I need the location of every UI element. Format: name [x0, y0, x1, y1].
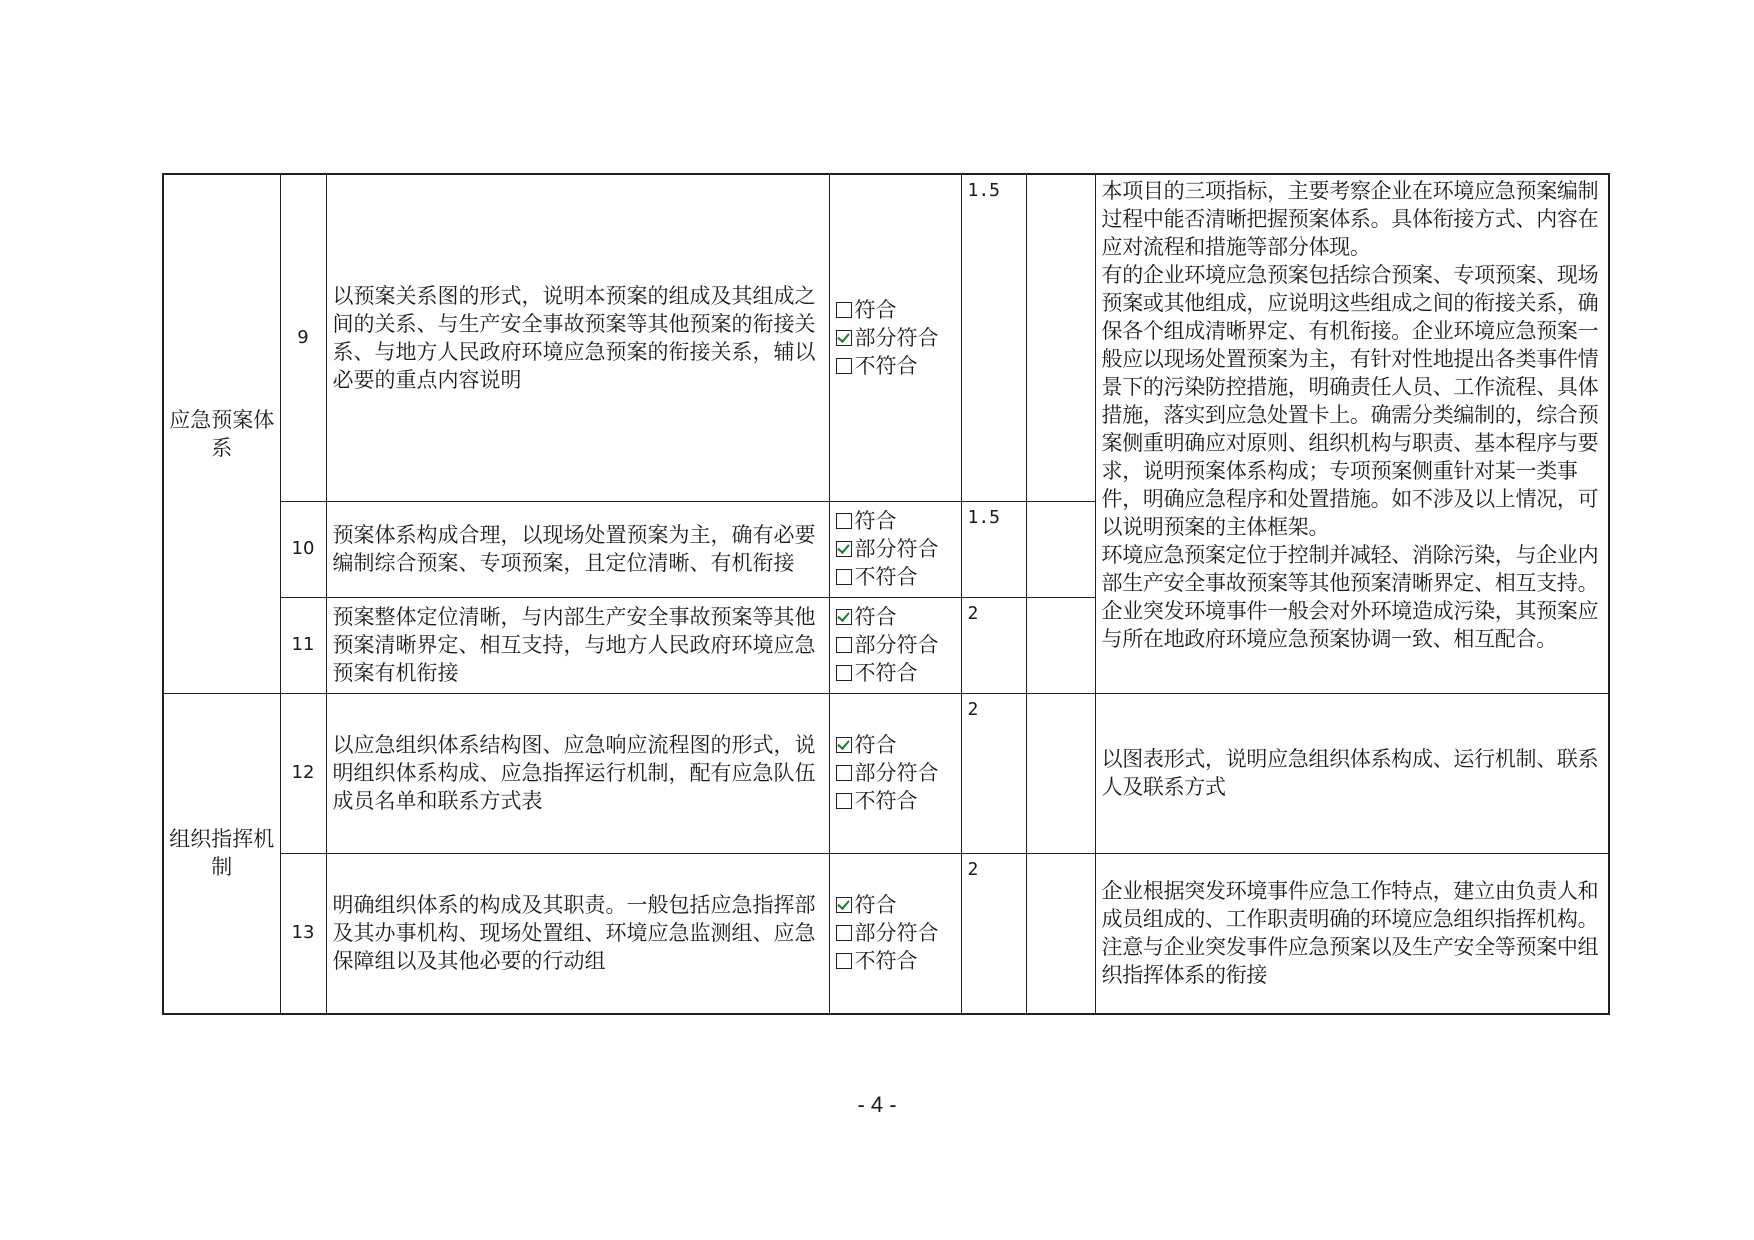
option-comply[interactable]: 符合	[836, 731, 961, 759]
score-value: 2	[961, 693, 1026, 853]
checkbox-icon[interactable]	[836, 793, 852, 809]
item-number: 9	[280, 174, 326, 501]
note-paragraph: 本项目的三项指标，主要考察企业在环境应急预案编制过程中能否清晰把握预案体系。具体衔接方式、内容在应对流程和措施等部分体现。	[1101, 179, 1599, 259]
requirement-text: 预案整体定位清晰，与内部生产安全事故预案等其他预案清晰界定、相互支持，与地方人民政府环境应急预案有机衔接	[326, 597, 829, 693]
note-plan-system	[1095, 174, 1609, 693]
checkbox-checked-icon[interactable]	[836, 541, 852, 557]
blank-cell	[1026, 853, 1095, 1014]
page-number: - 4 -	[857, 1092, 897, 1117]
score-value: 2	[961, 853, 1026, 1014]
score-value: 1.5	[961, 174, 1026, 501]
note-paragraph: 环境应急预案定位于控制并减轻、消除污染，与企业内部生产安全事故预案等其他预案清晰界定、相互支持。	[1101, 543, 1599, 595]
option-partial[interactable]: 部分符合	[836, 631, 961, 659]
checkbox-icon[interactable]	[836, 953, 852, 969]
requirement-text: 明确组织体系的构成及其职责。一般包括应急指挥部及其办事机构、现场处置组、环境应急监测组、应急保障组以及其他必要的行动组	[326, 853, 829, 1014]
table-row	[163, 693, 1609, 853]
item-number: 10	[280, 501, 326, 597]
evaluation-table	[162, 173, 1610, 1015]
requirement-text: 以预案关系图的形式，说明本预案的组成及其组成之间的关系、与生产安全事故预案等其他预案的衔接关系、与地方人民政府环境应急预案的衔接关系，辅以必要的重点内容说明	[326, 174, 829, 501]
checkbox-icon[interactable]	[836, 765, 852, 781]
compliance-options	[829, 174, 961, 501]
requirement-text: 预案体系构成合理，以现场处置预案为主，确有必要编制综合预案、专项预案，且定位清晰、有机衔接	[326, 501, 829, 597]
option-partial[interactable]: 部分符合	[836, 324, 961, 352]
item-number: 13	[280, 853, 326, 1014]
category-org-command: 组织指挥机制	[163, 693, 280, 1014]
blank-cell	[1026, 693, 1095, 853]
note-paragraph: 有的企业环境应急预案包括综合预案、专项预案、现场预案或其他组成，应说明这些组成之间的衔接关系，确保各个组成清晰界定、有机衔接。企业环境应急预案一般应以现场处置预案为主，有针对性地提出各类事件情景下的污染防控措施，明确责任人员、工作流程、具体措施，落实到应急处置卡上。确需分类编制的，综合预案侧重明确应对原则、组织机构与职责、基本程序与要求，说明预案体系构成；专项预案侧重针对某一类事件，明确应急程序和处置措施。如不涉及以上情况，可以说明预案的主体框架。	[1101, 263, 1599, 539]
table-row	[163, 853, 1609, 1014]
compliance-options	[829, 501, 961, 597]
note-paragraph: 企业突发环境事件一般会对外环境造成污染，其预案应与所在地政府环境应急预案协调一致、相互配合。	[1101, 599, 1599, 651]
option-comply[interactable]: 符合	[836, 296, 961, 324]
checkbox-checked-icon[interactable]	[836, 897, 852, 913]
option-partial[interactable]: 部分符合	[836, 919, 961, 947]
option-noncomply[interactable]: 不符合	[836, 659, 961, 687]
checkbox-checked-icon[interactable]	[836, 609, 852, 625]
item-number: 12	[280, 693, 326, 853]
option-noncomply[interactable]: 不符合	[836, 947, 961, 975]
blank-cell	[1026, 597, 1095, 693]
blank-cell	[1026, 174, 1095, 501]
checkbox-checked-icon[interactable]	[836, 330, 852, 346]
checkbox-checked-icon[interactable]	[836, 737, 852, 753]
note-row13: 企业根据突发环境事件应急工作特点，建立由负责人和成员组成的、工作职责明确的环境应急组织指挥机构。注意与企业突发事件应急预案以及生产安全等预案中组织指挥体系的衔接	[1095, 853, 1609, 1014]
compliance-options	[829, 853, 961, 1014]
table-row	[163, 174, 1609, 501]
option-comply[interactable]: 符合	[836, 891, 961, 919]
checkbox-icon[interactable]	[836, 513, 852, 529]
option-partial[interactable]: 部分符合	[836, 759, 961, 787]
blank-cell	[1026, 501, 1095, 597]
checkbox-icon[interactable]	[836, 665, 852, 681]
option-comply[interactable]: 符合	[836, 603, 961, 631]
option-noncomply[interactable]: 不符合	[836, 563, 961, 591]
checkbox-icon[interactable]	[836, 925, 852, 941]
checkbox-icon[interactable]	[836, 302, 852, 318]
requirement-text: 以应急组织体系结构图、应急响应流程图的形式，说明组织体系构成、应急指挥运行机制，配有应急队伍成员名单和联系方式表	[326, 693, 829, 853]
checkbox-icon[interactable]	[836, 637, 852, 653]
category-plan-system: 应急预案体系	[163, 174, 280, 693]
option-noncomply[interactable]: 不符合	[836, 787, 961, 815]
checkbox-icon[interactable]	[836, 358, 852, 374]
item-number: 11	[280, 597, 326, 693]
score-value: 2	[961, 597, 1026, 693]
option-partial[interactable]: 部分符合	[836, 535, 961, 563]
score-value: 1.5	[961, 501, 1026, 597]
compliance-options	[829, 693, 961, 853]
checkbox-icon[interactable]	[836, 569, 852, 585]
option-noncomply[interactable]: 不符合	[836, 352, 961, 380]
note-row12: 以图表形式，说明应急组织体系构成、运行机制、联系人及联系方式	[1095, 693, 1609, 853]
option-comply[interactable]: 符合	[836, 507, 961, 535]
compliance-options	[829, 597, 961, 693]
